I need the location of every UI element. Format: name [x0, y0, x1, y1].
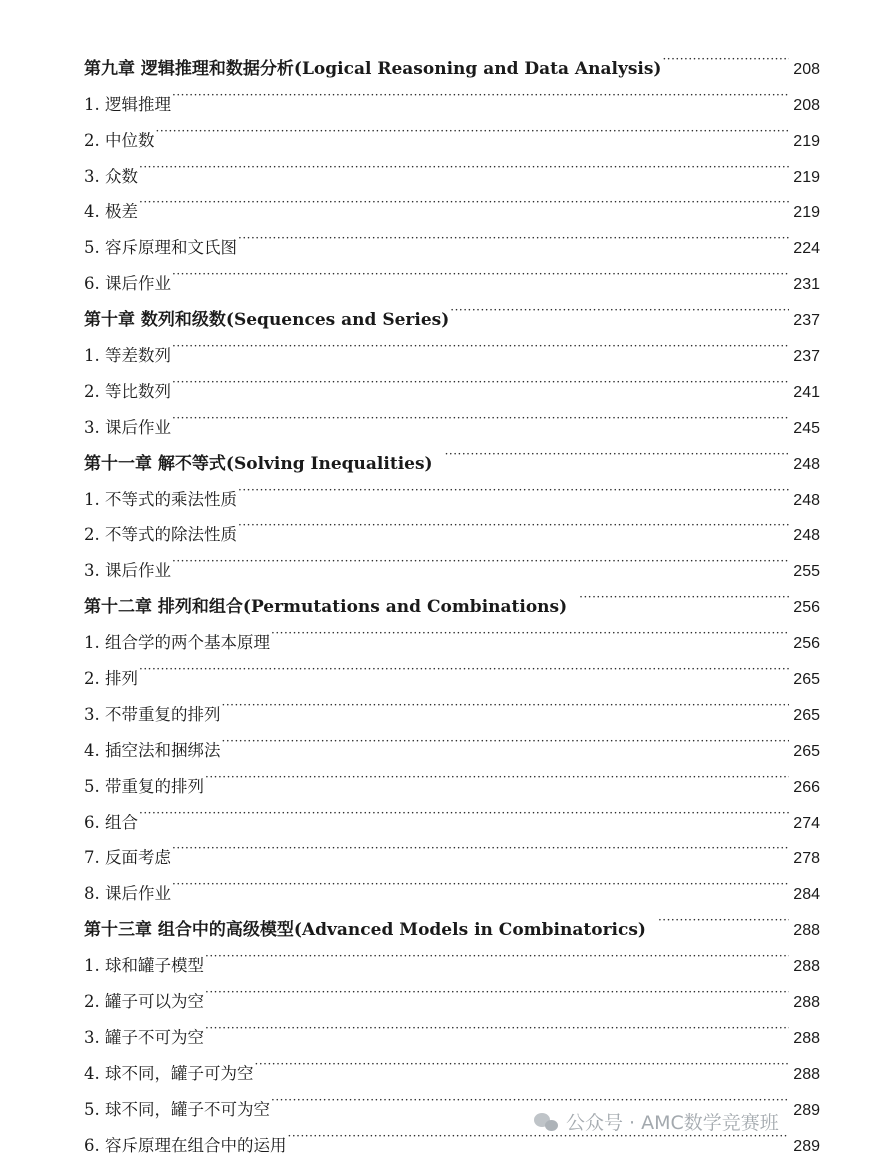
dot-leader [156, 110, 790, 146]
dot-leader [205, 935, 789, 971]
dot-leader [139, 146, 789, 182]
toc-section [84, 253, 820, 294]
toc-entry-title: 2. 排列 [84, 669, 138, 689]
toc-page-number: 219 [793, 168, 820, 186]
toc-section [84, 863, 820, 904]
toc-page-number: 237 [793, 312, 820, 330]
toc-page-number: 284 [793, 886, 820, 904]
dot-leader [579, 576, 789, 612]
toc-page-number: 231 [793, 276, 820, 294]
dot-leader [172, 361, 789, 397]
watermark-text: 公众号 · AMC数学竞赛班 [566, 1112, 779, 1134]
toc-page-number: 208 [793, 60, 820, 78]
toc-entry-title: 第十一章 解不等式(Solving Inequalities) [84, 453, 433, 474]
toc-entry-title: 5. 带重复的排列 [84, 776, 204, 796]
toc-page-number: 248 [793, 527, 820, 545]
dot-leader [255, 1043, 790, 1079]
toc-page-number: 265 [793, 706, 820, 724]
toc-section [84, 361, 820, 401]
toc-chapter [84, 576, 820, 618]
toc-entry-title: 6. 课后作业 [84, 274, 171, 294]
dot-leader [139, 182, 789, 218]
toc-entry-title: 3. 罐子不可为空 [84, 1027, 204, 1047]
dot-leader [205, 971, 789, 1007]
dot-leader [172, 397, 789, 433]
toc-entry-title: 3. 众数 [84, 166, 138, 186]
dot-leader [205, 1007, 789, 1043]
toc-page-number: 288 [793, 922, 820, 940]
toc-section [84, 648, 820, 689]
toc-page-number: 288 [793, 958, 820, 976]
toc-entry-title: 2. 等比数列 [84, 381, 171, 401]
dot-leader [238, 469, 789, 505]
toc-section [84, 828, 820, 868]
toc-entry-title: 1. 等差数列 [84, 346, 171, 366]
toc-chapter [84, 38, 820, 79]
toc-entry-title: 2. 罐子可以为空 [84, 992, 204, 1012]
toc-entry-title: 2. 中位数 [84, 130, 155, 150]
toc-section [84, 540, 820, 581]
toc-entry-title: 5. 球不同，罐子不可为空 [84, 1099, 270, 1119]
toc-section [84, 110, 820, 150]
toc-entry-title: 6. 组合 [84, 812, 138, 832]
toc-page-number: 289 [793, 1137, 820, 1155]
toc-section [84, 146, 820, 186]
toc-entry-title: 3. 不带重复的排列 [84, 704, 221, 724]
dot-leader [222, 684, 790, 720]
toc-section [84, 792, 820, 832]
dot-leader [445, 433, 789, 469]
toc-entry-title: 7. 反面考虑 [84, 848, 171, 868]
dot-leader [222, 720, 790, 756]
toc-entry-title: 5. 容斥原理和文氏图 [84, 238, 237, 258]
toc-page-number: 219 [793, 204, 820, 222]
toc-page-number: 265 [793, 742, 820, 760]
dot-leader [172, 540, 789, 576]
wechat-icon [534, 1111, 560, 1133]
toc-entry-title: 2. 不等式的除法性质 [84, 525, 237, 545]
toc-entry-title: 3. 课后作业 [84, 561, 171, 581]
toc-page-number: 237 [793, 348, 820, 366]
toc-page-number: 289 [793, 1101, 820, 1119]
toc-entry-title: 4. 极差 [84, 202, 138, 222]
toc-page-number: 288 [793, 1029, 820, 1047]
dot-leader [172, 863, 789, 899]
dot-leader [238, 505, 789, 541]
dot-leader [238, 217, 789, 253]
toc-page-number: 255 [793, 563, 820, 581]
toc-page-number: 256 [793, 599, 820, 617]
dot-leader [205, 756, 789, 792]
toc-page-number: 256 [793, 635, 820, 653]
toc-page-number: 265 [793, 671, 820, 689]
dot-leader [172, 74, 789, 110]
toc-page-number: 288 [793, 1065, 820, 1083]
dot-leader [139, 648, 789, 684]
toc-entry-title: 第十章 数列和级数(Sequences and Series) [84, 310, 450, 331]
toc-section [84, 325, 820, 366]
toc-page-number: 278 [793, 850, 820, 868]
toc-page-number: 245 [793, 419, 820, 437]
toc-page-number: 208 [793, 96, 820, 114]
toc-entry-title: 4. 插空法和捆绑法 [84, 740, 221, 760]
toc-section [84, 182, 820, 222]
toc-entry-title: 6. 容斥原理在组合中的运用 [84, 1135, 287, 1155]
toc-entry-title: 3. 课后作业 [84, 417, 171, 437]
toc-page-number: 241 [793, 383, 820, 401]
dot-leader [662, 38, 789, 74]
toc-section [84, 217, 820, 258]
toc-entry-title: 4. 球不同，罐子可为空 [84, 1063, 254, 1083]
toc-chapter [84, 899, 820, 941]
toc-entry-title: 1. 不等式的乘法性质 [84, 489, 237, 509]
dot-leader [172, 828, 789, 864]
dot-leader [450, 289, 789, 325]
toc-entry-title: 1. 组合学的两个基本原理 [84, 633, 270, 653]
toc-entry-title: 1. 球和罐子模型 [84, 956, 204, 976]
dot-leader [658, 899, 789, 935]
dot-leader [271, 612, 789, 648]
toc-chapter [84, 433, 820, 474]
toc-section [84, 397, 820, 437]
toc-page-number: 266 [793, 778, 820, 796]
table-of-contents [84, 38, 820, 1155]
dot-leader [172, 325, 789, 361]
toc-page-number: 274 [793, 814, 820, 832]
toc-entry-title: 第十二章 排列和组合(Permutations and Combinations) [84, 597, 568, 618]
toc-chapter [84, 289, 820, 331]
toc-entry-title: 1. 逻辑推理 [84, 94, 171, 114]
toc-entry-title: 8. 课后作业 [84, 884, 171, 904]
toc-page-number: 219 [793, 132, 820, 150]
toc-page-number: 248 [793, 455, 820, 473]
toc-entry-title: 第十三章 组合中的高级模型(Advanced Models in Combinatorics) [84, 920, 646, 941]
toc-section [84, 684, 820, 724]
toc-entry-title: 第九章 逻辑推理和数据分析(Logical Reasoning and Data Analysis) [84, 58, 662, 79]
toc-page-number: 224 [793, 240, 820, 258]
watermark [534, 1108, 779, 1135]
dot-leader [172, 253, 789, 289]
dot-leader [139, 792, 789, 828]
toc-page-number: 288 [793, 994, 820, 1012]
toc-section [84, 74, 820, 114]
toc-page-number: 248 [793, 491, 820, 509]
